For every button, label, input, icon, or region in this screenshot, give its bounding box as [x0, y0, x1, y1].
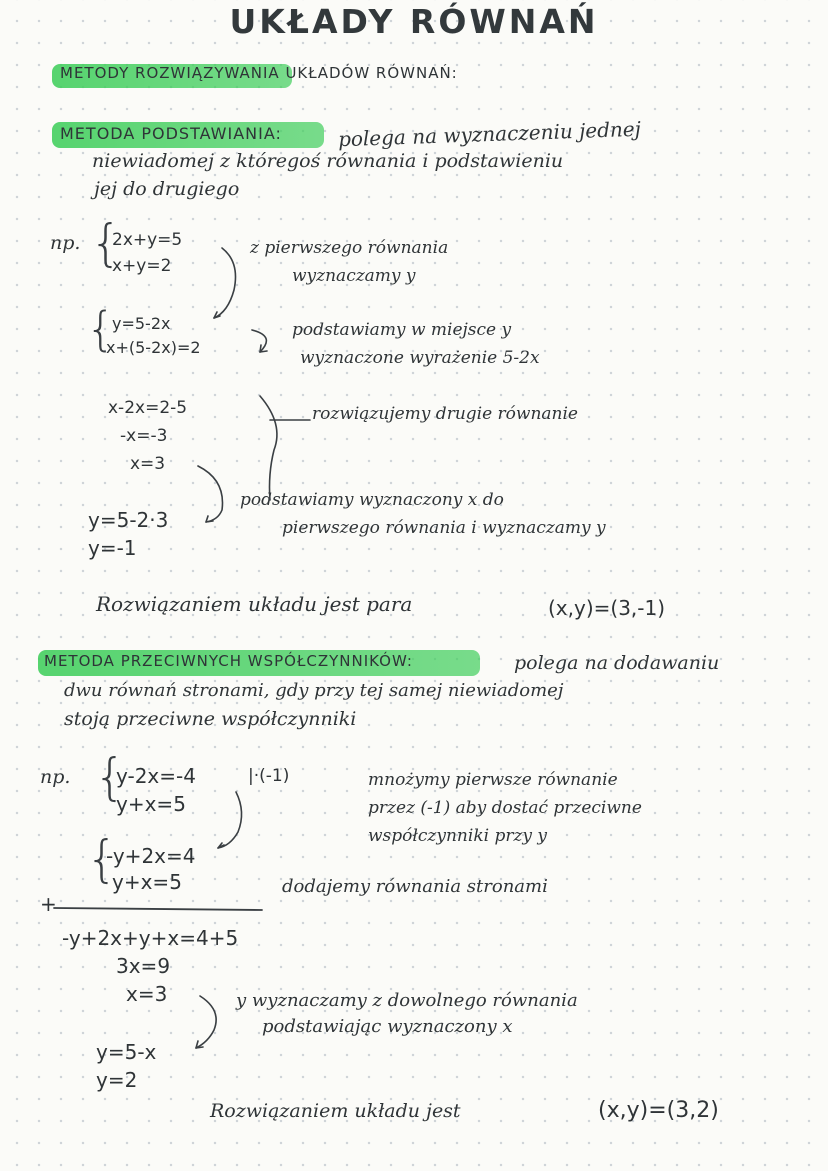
sub-solve-line3: x=3: [130, 454, 166, 474]
elim-multiplier: |·(-1): [248, 766, 290, 786]
sub-back-line1: y=5-2·3: [88, 508, 169, 532]
elim-result: (x,y)=(3,2): [598, 1098, 719, 1123]
elimination-desc-line-2: dwu równań stronami, gdy przy tej samej niewiadomej: [64, 680, 564, 701]
elim-system1-brace: {: [94, 748, 126, 806]
elim-system1-eq2: y+x=5: [116, 792, 186, 816]
sub-system1-eq2: x+y=2: [112, 256, 172, 276]
elim-note1-line2: przez (-1) aby dostać przeciwne: [368, 798, 642, 818]
sub-note2-line1: podstawiamy w miejsce y: [292, 320, 512, 340]
sub-result: (x,y)=(3,-1): [548, 596, 666, 620]
sub-note1-line1: z pierwszego równania: [250, 238, 449, 258]
sub-system2-eq1: y=5-2x: [112, 314, 171, 333]
sub-bracket-1: [214, 248, 236, 318]
elim-system2-eq2: y+x=5: [112, 870, 182, 894]
elimination-desc-line-1: polega na dodawaniu: [514, 652, 720, 674]
substitution-desc-line-1: polega na wyznaczeniu jednej: [337, 116, 642, 152]
elim-sum-line2: 3x=9: [116, 954, 171, 978]
sub-result-text: Rozwiązaniem układu jest para: [96, 592, 413, 616]
sub-note4-line1: podstawiamy wyznaczony x do: [240, 490, 504, 510]
substitution-heading: METODA PODSTAWIANIA:: [60, 124, 282, 143]
elim-note3-line2: podstawiając wyznaczony x: [262, 1016, 513, 1037]
elim-system1-eq1: y-2x=-4: [116, 764, 196, 788]
substitution-desc-line-3: jej do drugiego: [94, 178, 240, 200]
system1-brace: {: [90, 214, 122, 272]
system2-brace: {: [86, 302, 116, 356]
substitution-desc-line-2: niewiadomej z któregoś równania i podstawieniu: [92, 150, 564, 172]
elim-bracket-2: [196, 996, 216, 1048]
elim-back-line2: y=2: [96, 1068, 138, 1092]
elimination-heading: METODA PRZECIWNYCH WSPÓŁCZYNNIKÓW:: [44, 652, 413, 670]
methods-heading: METODY ROZWIĄZYWANIA UKŁADÓW RÓWNAŃ:: [60, 64, 458, 82]
elim-sum-line1: -y+2x+y+x=4+5: [62, 926, 239, 950]
elim-system2-brace: {: [86, 830, 118, 888]
page-title: UKŁADY RÓWNAŃ: [229, 2, 599, 41]
sub-note2-line2: wyznaczone wyrażenie 5-2x: [300, 348, 540, 368]
sub-solve-line1: x-2x=2-5: [108, 398, 188, 418]
elim-plus-sign: +: [40, 892, 57, 916]
elim-sum-line3: x=3: [126, 982, 168, 1006]
elim-sum-line: [54, 908, 262, 910]
elim-note1-line3: współczynniki przy y: [368, 826, 548, 846]
elim-system2-eq1: -y+2x=4: [106, 844, 196, 868]
elim-back-line1: y=5-x: [96, 1040, 157, 1064]
sub-back-line2: y=-1: [88, 536, 137, 560]
sub-note1-line2: wyznaczamy y: [292, 266, 416, 286]
elim-note2: dodajemy równania stronami: [282, 876, 548, 897]
sub-note3: rozwiązujemy drugie równanie: [312, 404, 578, 424]
sub-solve-line2: -x=-3: [120, 426, 168, 446]
sub-bracket-4: [198, 466, 223, 522]
sub-note4-line2: pierwszego równania i wyznaczamy y: [282, 518, 606, 538]
sub-system1-eq1: 2x+y=5: [112, 230, 183, 250]
elim-bracket-1: [218, 792, 242, 848]
elimination-np: np.: [40, 766, 71, 788]
elim-result-text: Rozwiązaniem układu jest: [210, 1100, 461, 1122]
sub-arrow-4: [206, 516, 213, 522]
sub-bracket-3: [260, 396, 277, 500]
elim-note1-line1: mnożymy pierwsze równanie: [368, 770, 618, 790]
elimination-desc-line-3: stoją przeciwne współczynniki: [64, 708, 357, 730]
sub-bracket-2: [252, 330, 266, 352]
sub-system2-eq2: x+(5-2x)=2: [106, 338, 201, 357]
elim-note3-line1: y wyznaczamy z dowolnego równania: [236, 990, 578, 1011]
substitution-np: np.: [50, 232, 81, 254]
